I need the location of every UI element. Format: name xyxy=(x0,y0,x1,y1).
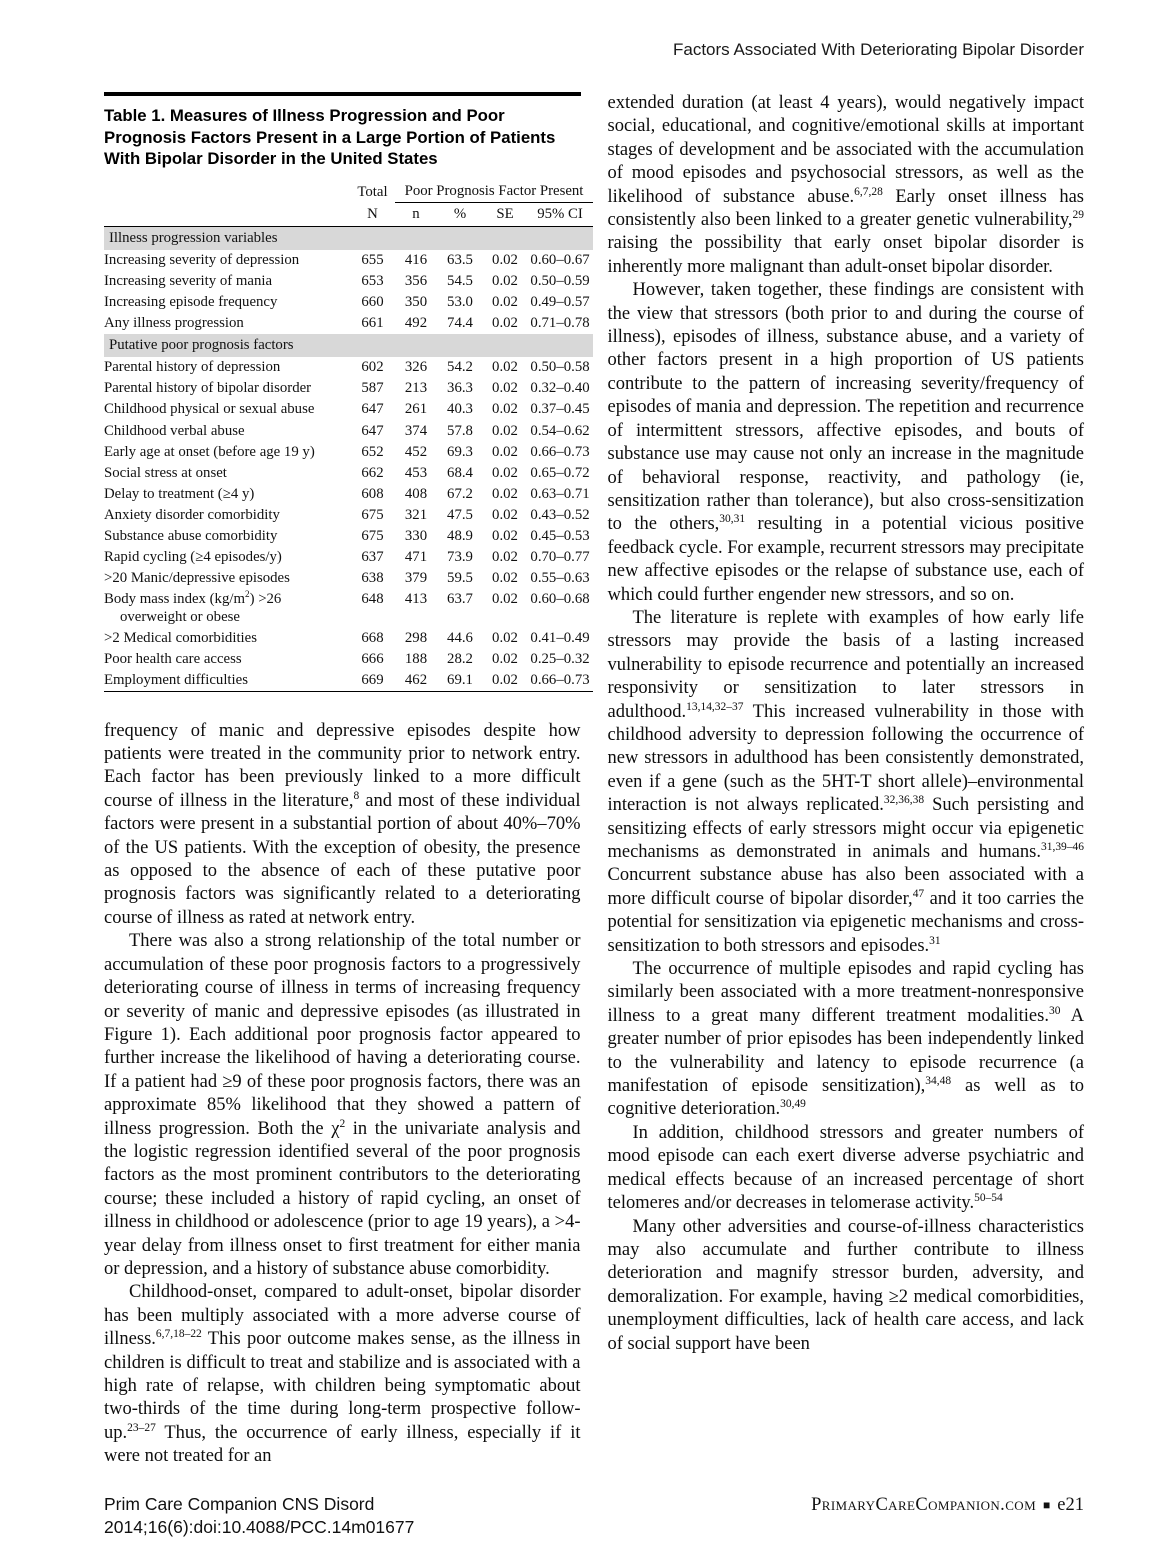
cell-total-n: 647 xyxy=(361,401,384,418)
cell-pct: 69.3 xyxy=(447,443,473,460)
row-label: >2 Medical comorbidities xyxy=(104,629,257,646)
journal-citation xyxy=(104,1493,414,1540)
table-section-header xyxy=(104,226,593,250)
row-label: Poor health care access xyxy=(104,651,242,668)
row-label: Increasing severity of mania xyxy=(104,273,273,290)
cell-pct: 68.4 xyxy=(447,464,473,481)
table-row xyxy=(104,313,593,334)
cell-n: 416 xyxy=(404,252,428,269)
section-header-label: Illness progression variables xyxy=(104,226,593,250)
cell-se: 0.02 xyxy=(492,273,518,290)
page-content xyxy=(104,92,1084,1473)
empty-header-cell xyxy=(104,182,350,203)
row-label: Employment difficulties xyxy=(104,672,248,689)
table-row xyxy=(104,588,593,627)
cell-n: 462 xyxy=(404,672,428,689)
cell-total-n: 653 xyxy=(361,273,384,290)
row-label: Rapid cycling (≥4 episodes/y) xyxy=(104,548,282,565)
cell-pct: 67.2 xyxy=(447,485,473,502)
table-header-sub-row xyxy=(104,202,593,226)
cell-ci: 0.66–0.73 xyxy=(530,443,590,460)
cell-ci: 0.32–0.40 xyxy=(530,380,590,397)
table-row xyxy=(104,670,593,692)
cell-n: 261 xyxy=(404,401,428,418)
body-paragraph: Childhood-onset, compared to adult-onset, bipolar disorder has been multiply associated with a more adverse course of illness.$^{6,7,18-22}$ This poor outcome makes sense, as the illness in children is difficult to treat and stabilize and is associated with a high rate of relapse, with children being symptomatic about two-thirds of the time during long-term prospective follow-up.$^{23-27}$ Thus, the occurrence of early illness, especially if it were not treated for an xyxy=(104,1282,581,1467)
table-row xyxy=(104,567,593,588)
cell-total-n: 662 xyxy=(361,464,384,481)
cell-pct: 36.3 xyxy=(447,380,473,397)
table-row xyxy=(104,525,593,546)
cell-pct: 63.5 xyxy=(447,252,473,269)
table-row xyxy=(104,483,593,504)
cell-n: 452 xyxy=(404,443,428,460)
row-label: >20 Manic/depressive episodes xyxy=(104,569,290,586)
cell-n: 374 xyxy=(404,422,428,439)
cell-se: 0.02 xyxy=(492,315,518,332)
section-header-label: Putative poor prognosis factors xyxy=(104,334,593,357)
table-row xyxy=(104,250,593,271)
cell-total-n: 637 xyxy=(361,548,384,565)
cell-pct: 54.2 xyxy=(447,359,473,376)
running-head: Factors Associated With Deteriorating Bipolar Disorder xyxy=(673,40,1084,59)
cell-pct: 57.8 xyxy=(447,422,473,439)
empty-header-cell xyxy=(104,202,350,226)
left-column xyxy=(104,92,590,1469)
journal-site: PrimaryCareCompanion.com xyxy=(811,1494,1037,1515)
cell-se: 0.02 xyxy=(492,672,518,689)
right-column-text xyxy=(608,92,1085,1356)
cell-pct: 63.7 xyxy=(447,590,473,607)
table-row xyxy=(104,649,593,670)
journal-name: Prim Care Companion CNS Disord xyxy=(104,1493,375,1514)
cell-ci: 0.45–0.53 xyxy=(530,527,590,544)
cell-ci: 0.70–0.77 xyxy=(530,548,590,565)
cell-n: 408 xyxy=(404,485,428,502)
row-label: Anxiety disorder comorbidity xyxy=(104,506,280,523)
cell-ci: 0.43–0.52 xyxy=(530,506,590,523)
table-header-group-row xyxy=(104,182,593,203)
cell-pct: 54.5 xyxy=(447,273,473,290)
row-label: Increasing episode frequency xyxy=(104,294,278,311)
table-1 xyxy=(104,182,593,692)
cell-pct: 69.1 xyxy=(447,672,473,689)
table-row xyxy=(104,441,593,462)
row-label: Delay to treatment (≥4 y) xyxy=(104,485,255,502)
cell-se: 0.02 xyxy=(492,294,518,311)
table-title: Table 1. Measures of Illness Progression and Poor Prognosis Factors Present in a Large Portion of Patients With Bipolar Disorder in the United States xyxy=(104,106,556,168)
cell-se: 0.02 xyxy=(492,506,518,523)
cell-se: 0.02 xyxy=(492,401,518,418)
table-header xyxy=(104,182,593,227)
cell-pct: 74.4 xyxy=(447,315,473,332)
cell-se: 0.02 xyxy=(492,359,518,376)
cell-se: 0.02 xyxy=(492,443,518,460)
table-row xyxy=(104,271,593,292)
row-label: Childhood verbal abuse xyxy=(104,422,245,439)
cell-se: 0.02 xyxy=(492,629,518,646)
cell-ci: 0.60–0.68 xyxy=(530,590,590,607)
cell-se: 0.02 xyxy=(492,651,518,668)
body-paragraph: However, taken together, these findings are consistent with the view that stressors (both prior to and during the course of illness), episodes of illness, substance abuse, and a variety of other factors present in a high proportion of US patients contribute to the pattern of increasing severity/frequency of episodes of mania and depression. The repetition and recurrence of intermittent stressors, affective episodes, and bouts of substance use may cause not only an increase in the magnitude of behavioral response, reactivity, and pathology (ie, sensitization rather than tolerance), but also cross-sensitization to the others,$^{30,31}$ resulting in a potential vicious positive feedback cycle. For example, recurrent stressors may precipitate new affective episodes or the relapse of substance use, each of which could further engender new stressors, and so on. xyxy=(607,280,1084,605)
table-row xyxy=(104,357,593,378)
cell-n: 356 xyxy=(404,273,428,290)
cell-n: 492 xyxy=(404,315,428,332)
right-column xyxy=(608,92,1085,1356)
cell-ci: 0.41–0.49 xyxy=(530,629,590,646)
cell-n: 330 xyxy=(404,527,428,544)
table-1-block xyxy=(104,92,590,692)
row-label: Childhood physical or sexual abuse xyxy=(104,401,315,418)
cell-ci: 0.50–0.59 xyxy=(530,273,590,290)
square-icon: ■ xyxy=(1043,1497,1051,1512)
col-header-se: SE xyxy=(483,202,527,226)
cell-pct: 48.9 xyxy=(447,527,473,544)
col-header-N: N xyxy=(350,202,395,226)
col-header-n: n xyxy=(395,202,437,226)
table-row xyxy=(104,546,593,567)
cell-total-n: 675 xyxy=(361,527,384,544)
col-header-ci: 95% CI xyxy=(527,202,593,226)
col-header-total: Total xyxy=(357,184,388,200)
table-row xyxy=(104,627,593,648)
page-number: e21 xyxy=(1057,1494,1084,1515)
body-paragraph: In addition, childhood stressors and greater numbers of mood episode can each exert diverse adverse psychiatric and medical effects because of an increased percentage of short telomeres and/or decreases in telomerase activity.$^{50-54}$ xyxy=(607,1122,1084,1214)
cell-se: 0.02 xyxy=(492,527,518,544)
cell-pct: 28.2 xyxy=(447,651,473,668)
cell-total-n: 647 xyxy=(361,422,384,439)
cell-pct: 40.3 xyxy=(447,401,473,418)
table-row xyxy=(104,378,593,399)
cell-ci: 0.65–0.72 xyxy=(530,464,590,481)
footer-right xyxy=(811,1493,1084,1516)
cell-total-n: 660 xyxy=(361,294,384,311)
body-paragraph: Many other adversities and course-of-illness characteristics may also accumulate and further contribute to illness deterioration and magnify stressor burden, adversity, and demoralization. For example, having ≥2 medical comorbidities, unemployment difficulties, lack of health care access, and lack of social support have been xyxy=(607,1216,1084,1354)
cell-total-n: 655 xyxy=(361,252,384,269)
cell-ci: 0.66–0.73 xyxy=(530,672,590,689)
cell-pct: 59.5 xyxy=(447,569,473,586)
cell-se: 0.02 xyxy=(492,485,518,502)
cell-n: 321 xyxy=(404,506,428,523)
table-body xyxy=(104,226,593,691)
table-row xyxy=(104,399,593,420)
cell-se: 0.02 xyxy=(492,380,518,397)
cell-n: 350 xyxy=(404,294,428,311)
cell-se: 0.02 xyxy=(492,422,518,439)
body-paragraph: frequency of manic and depressive episodes despite how patients were treated in the community prior to network entry. Each factor has been previously linked to a more difficult course of illness in the literature,$^8$ and most of these individual factors were present in a substantial portion of about 40%–70% of the US patients. With the exception of obesity, the presence as opposed to the absence of each of these putative poor prognosis factors was significantly related to a deteriorating course of illness as rated at network entry. xyxy=(104,720,581,928)
cell-pct: 73.9 xyxy=(447,548,473,565)
col-header-pct: % xyxy=(437,202,483,226)
row-label: Social stress at onset xyxy=(104,464,227,481)
cell-se: 0.02 xyxy=(492,252,518,269)
cell-total-n: 648 xyxy=(361,590,384,607)
cell-n: 471 xyxy=(404,548,428,565)
cell-n: 379 xyxy=(404,569,428,586)
cell-total-n: 587 xyxy=(361,380,384,397)
journal-doi: 2014;16(6):doi:10.4088/PCC.14m01677 xyxy=(104,1517,415,1538)
table-row xyxy=(104,462,593,483)
cell-ci: 0.25–0.32 xyxy=(530,651,590,668)
cell-total-n: 675 xyxy=(361,506,384,523)
row-label: Early age at onset (before age 19 y) xyxy=(104,443,315,460)
cell-n: 188 xyxy=(404,651,428,668)
cell-n: 453 xyxy=(404,464,428,481)
cell-total-n: 602 xyxy=(361,359,384,376)
cell-total-n: 652 xyxy=(361,443,384,460)
cell-ci: 0.50–0.58 xyxy=(530,359,590,376)
row-label: Parental history of depression xyxy=(104,359,281,376)
cell-se: 0.02 xyxy=(492,548,518,565)
body-paragraph: The literature is replete with examples of how early life stressors may provide the basis of a lasting increased vulnerability to episode recurrence and potentially an increased responsivity or sensitization to later stressors in adulthood.$^{13,14,32-37}$ This increased vulnerability in those with childhood adversity to depression following the occurrence of new stressors in adulthood has been consistently demonstrated, even if a gene (such as the 5HT-T short allele)–environmental interaction is not always replicated.$^{32,36,38}$ Such persisting and sensitizing effects of early stressors might occur via epigenetic mechanisms as demonstrated in animals and humans.$^{31,39-46}$ Concurrent substance abuse has also been associated with a more difficult course of bipolar disorder,$^{47}$ and it too carries the potential for sensitization via epigenetic mechanisms and cross-sensitization to both stressors and episodes.$^{31}$ xyxy=(607,607,1084,956)
body-paragraph: There was also a strong relationship of the total number or accumulation of these poor prognosis factors to a progressively deteriorating course of illness in terms of increasing frequency or severity of manic and depressive episodes (as illustrated in Figure 1). Each additional poor prognosis factor appeared to further increase the likelihood of having a deteriorating course. If a patient had ≥9 of these poor prognosis factors, there was an approximate 85% likelihood that they showed a pattern of illness progression. Both the $\chi^2$ in the univariate analysis and the logistic regression identified several of the poor prognosis factors as the most prominent contributors to the deteriorating course; these included a history of rapid cycling, an onset of illness in childhood or adolescence (prior to age 19 years), a >4-year delay from illness onset to first treatment for either mania or depression, and a history of substance abuse comorbidity. xyxy=(104,931,581,1279)
col-header-group: Poor Prognosis Factor Present xyxy=(395,182,593,203)
cell-total-n: 661 xyxy=(361,315,384,332)
cell-se: 0.02 xyxy=(492,464,518,481)
cell-ci: 0.37–0.45 xyxy=(530,401,590,418)
cell-ci: 0.71–0.78 xyxy=(530,315,590,332)
cell-n: 298 xyxy=(404,629,428,646)
cell-se: 0.02 xyxy=(492,569,518,586)
cell-pct: 47.5 xyxy=(447,506,473,523)
row-label: Increasing severity of depression xyxy=(104,252,300,269)
left-column-text xyxy=(104,720,581,1469)
cell-total-n: 638 xyxy=(361,569,384,586)
cell-total-n: 669 xyxy=(361,672,384,689)
cell-se: 0.02 xyxy=(492,590,518,607)
row-label: Substance abuse comorbidity xyxy=(104,527,278,544)
row-label: Parental history of bipolar disorder xyxy=(104,380,312,397)
cell-ci: 0.49–0.57 xyxy=(530,294,590,311)
cell-ci: 0.60–0.67 xyxy=(530,252,590,269)
cell-total-n: 666 xyxy=(361,651,384,668)
cell-n: 413 xyxy=(404,590,428,607)
cell-ci: 0.54–0.62 xyxy=(530,422,590,439)
cell-total-n: 668 xyxy=(361,629,384,646)
cell-pct: 44.6 xyxy=(447,629,473,646)
cell-ci: 0.63–0.71 xyxy=(530,485,590,502)
body-paragraph: The occurrence of multiple episodes and rapid cycling has similarly been associated with a more treatment-nonresponsive illness to a great many different treatment modalities.$^{30}$ A greater number of prior episodes has been independently linked to the vulnerability and latency to episode recurrence (a manifestation of episode sensitization),$^{34,48}$ as well as to cognitive deterioration.$^{30,49}$ xyxy=(607,959,1085,1120)
cell-total-n: 608 xyxy=(361,485,384,502)
row-label: Any illness progression xyxy=(104,315,244,332)
cell-ci: 0.55–0.63 xyxy=(530,569,590,586)
body-paragraph: extended duration (at least 4 years), would negatively impact social, educational, and cognitive/emotional skills at important stages of development and be associated with the accumulation of mood episodes and psychosocial stressors, as well as the likelihood of substance abuse.$^{6,7,28}$ Early onset illness has consistently also been linked to a greater genetic vulnerability,$^{29}$ raising the possibility that early onset bipolar disorder is inherently more malignant than adult-onset bipolar disorder. xyxy=(607,93,1084,277)
table-row xyxy=(104,504,593,525)
table-row xyxy=(104,292,593,313)
cell-n: 213 xyxy=(404,380,428,397)
table-row xyxy=(104,420,593,441)
row-label: Body mass index $(kg/m^2) >26$ overweight or obese xyxy=(104,588,282,625)
page-footer xyxy=(104,1473,1084,1540)
table-section-header xyxy=(104,334,593,357)
cell-pct: 53.0 xyxy=(447,294,473,311)
cell-n: 326 xyxy=(404,359,428,376)
